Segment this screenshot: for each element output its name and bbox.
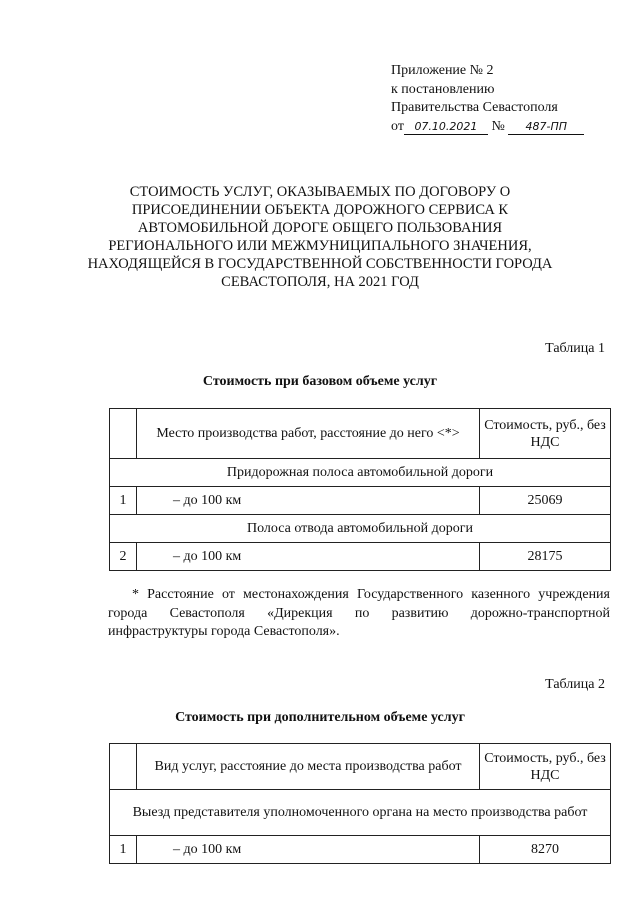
number-label: № [491, 118, 505, 134]
footnote [108, 586, 610, 642]
table1-header-place: Место производства работ, расстояние до него <*> [137, 409, 480, 459]
table-row [110, 487, 611, 515]
table2-row1-place: – до 100 км [137, 836, 480, 864]
from-label: от [391, 118, 404, 134]
table1-row1-num: 1 [110, 487, 137, 515]
table2-row1-cost: 8270 [480, 836, 611, 864]
table1-section-row [110, 459, 611, 487]
table1-header-cost: Стоимость, руб., без НДС [480, 409, 611, 459]
appendix-block [391, 62, 584, 136]
table1-section-2: Полоса отвода автомобильной дороги [110, 515, 611, 543]
table1-section-row [110, 515, 611, 543]
table1-header-row [110, 409, 611, 459]
table1-row2-place: – до 100 км [137, 543, 480, 571]
document-title: СТОИМОСТЬ УСЛУГ, ОКАЗЫВАЕМЫХ ПО ДОГОВОРУ О ПРИСОЕДИНЕНИИ ОБЪЕКТА ДОРОЖНОГО СЕРВИСА К АВТОМОБИЛЬНОЙ ДОРОГЕ ОБЩЕГО ПОЛЬЗОВАНИЯ РЕГИОНАЛЬНОГО ИЛИ МЕЖМУНИЦИПАЛЬНОГО ЗНАЧЕНИЯ, НАХОДЯЩЕЙСЯ В ГОСУДАРСТВЕННОЙ СОБСТВЕННОСТИ ГОРОДА СЕВАСТОПОЛЯ, НА 2021 ГОД [87, 184, 553, 290]
table-row [110, 543, 611, 571]
table2-caption: Стоимость при дополнительном объеме услуг [175, 710, 465, 725]
table2-header-row [110, 744, 611, 790]
footnote-text: * Расстояние от местонахождения Государственного казенного учреждения города Севастополя «Дирекция по развитию дорожно-транспортной инфраструктуры города Севастополя». [108, 587, 610, 639]
table1-row1-cost: 25069 [480, 487, 611, 515]
table2-row1-num: 1 [110, 836, 137, 864]
appendix-line-2: к постановлению [391, 81, 495, 97]
decree-number: 487-ПП [508, 120, 584, 135]
appendix-line-1: Приложение № 2 [391, 63, 494, 78]
table2-section-1: Выезд представителя уполномоченного органа на место производства работ [110, 790, 611, 836]
decree-date: 07.10.2021 [404, 120, 488, 135]
table2-header-cost: Стоимость, руб., без НДС [480, 744, 611, 790]
table2-header-num [110, 744, 137, 790]
table1-caption: Стоимость при базовом объеме услуг [202, 374, 438, 389]
table2-section-row [110, 790, 611, 836]
table2-header-service: Вид услуг, расстояние до места производства работ [137, 744, 480, 790]
table2-label: Таблица 2 [545, 677, 605, 692]
table-row [110, 836, 611, 864]
table1-header-num [110, 409, 137, 459]
table1-row2-cost: 28175 [480, 543, 611, 571]
table1-row2-num: 2 [110, 543, 137, 571]
appendix-date-line [391, 118, 584, 137]
table1 [109, 408, 611, 571]
table1-label: Таблица 1 [545, 341, 605, 356]
table1-row1-place: – до 100 км [137, 487, 480, 515]
table2 [109, 743, 611, 864]
table1-section-1: Придорожная полоса автомобильной дороги [110, 459, 611, 487]
appendix-line-3: Правительства Севастополя [391, 100, 558, 115]
